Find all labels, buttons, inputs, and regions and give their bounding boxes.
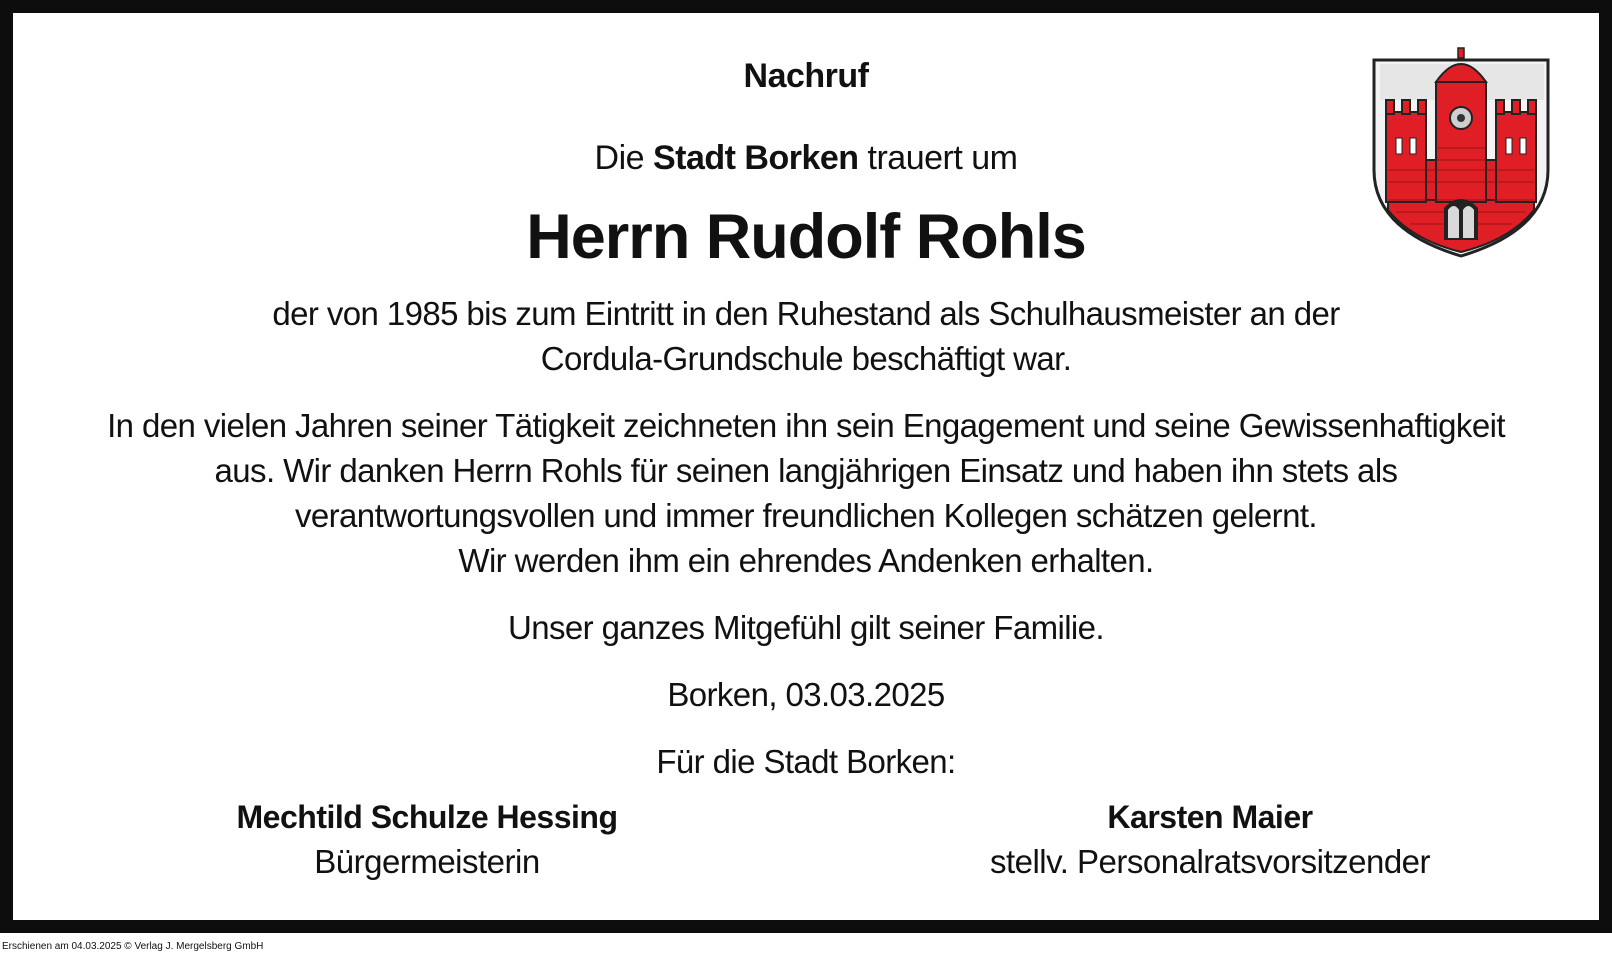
tribute-line: aus. Wir danken Herrn Rohls für seinen langjährigen Einsatz und haben ihn stets als <box>214 452 1398 489</box>
intro-after: trauert um <box>858 139 1018 177</box>
signatory-name: Karsten Maier <box>1107 799 1313 835</box>
condolence-line: Unser ganzes Mitgefühl gilt seiner Familie. <box>508 609 1104 646</box>
career-line: der von 1985 bis zum Eintritt in den Ruhestand als Schulhausmeister an der <box>272 295 1340 332</box>
signatory-role: stellv. Personalratsvorsitzender <box>989 843 1431 880</box>
signatory-role: Bürgermeisterin <box>314 843 540 880</box>
publication-footer: Erschienen am 04.03.2025 © Verlag J. Mergelsberg GmbH <box>2 941 264 952</box>
coat-of-arms-icon <box>1360 40 1570 265</box>
place-date: Borken, 03.03.2025 <box>667 676 945 713</box>
career-line: Cordula-Grundschule beschäftigt war. <box>540 340 1072 377</box>
signatory-name: Mechtild Schulze Hessing <box>236 799 618 835</box>
intro-before: Die <box>594 139 653 177</box>
tribute-line: In den vielen Jahren seiner Tätigkeit zeichneten ihn sein Engagement und seine Gewissenhaftigkeit <box>107 407 1505 444</box>
notice-heading: Nachruf <box>743 57 869 95</box>
tribute-line: verantwortungsvollen und immer freundlichen Kollegen schätzen gelernt. <box>295 497 1317 534</box>
city-name: Stadt Borken <box>652 139 859 177</box>
deceased-name: Herrn Rudolf Rohls <box>526 202 1086 272</box>
tribute-line: Wir werden ihm ein ehrendes Andenken erhalten. <box>458 542 1154 579</box>
on-behalf-line: Für die Stadt Borken: <box>656 743 956 780</box>
